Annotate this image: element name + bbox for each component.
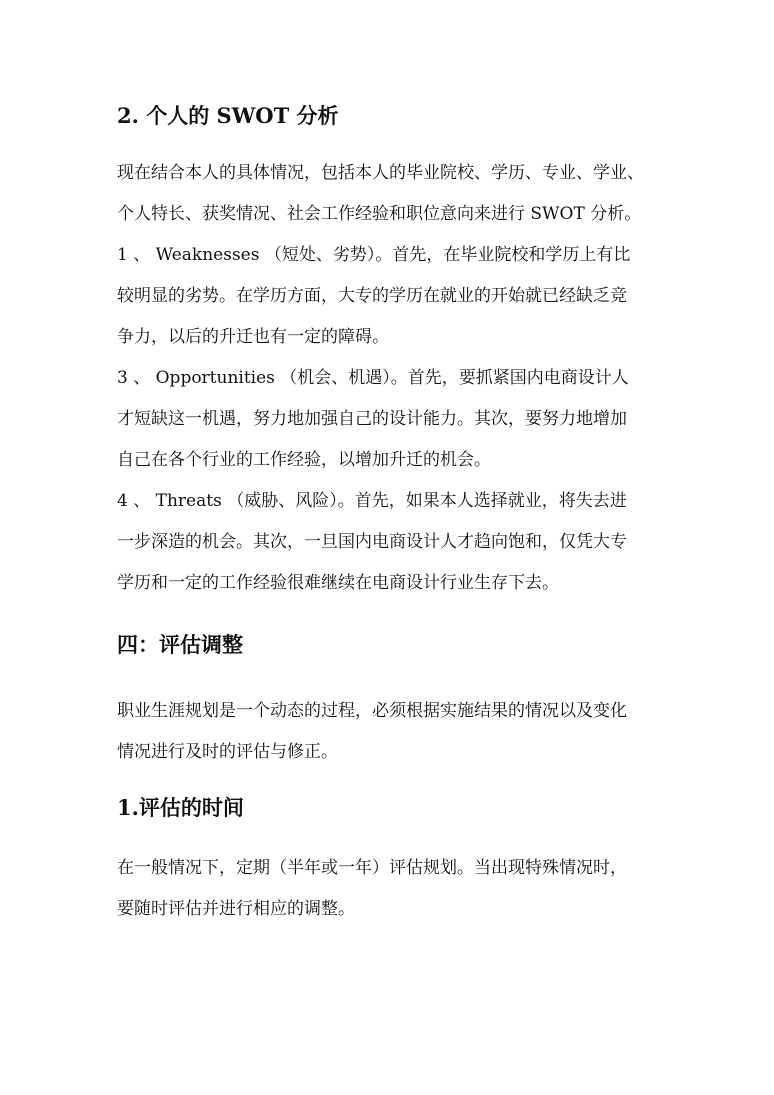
opportunities-line-3: 自己在各个行业的工作经验，以增加升迁的机会。 [117, 450, 491, 470]
threats-line-2: 一步深造的机会。其次，一旦国内电商设计人才趋向饱和，仅凭大专 [117, 532, 627, 552]
opportunities-line-2: 才短缺这一机遇，努力地加强自己的设计能力。其次，要努力地增加 [117, 409, 627, 429]
evaluate-body-line-1: 职业生涯规划是一个动态的过程，必须根据实施结果的情况以及变化 [117, 701, 627, 721]
time-body-line-2: 要随时评估并进行相应的调整。 [117, 899, 355, 919]
time-body-line-1: 在一般情况下，定期（半年或一年）评估规划。当出现特殊情况时， [117, 858, 627, 878]
swot-intro-line-1: 现在结合本人的具体情况，包括本人的毕业院校、学历、专业、学业、 [117, 163, 644, 183]
weakness-line-3: 争力，以后的升迁也有一定的障碍。 [117, 327, 389, 347]
weakness-line-1: 1 、 Weaknesses （短处、劣势）。首先，在毕业院校和学历上有比 [117, 245, 631, 265]
swot-heading: 2. 个人的 SWOT 分析 [117, 103, 339, 128]
threats-line-3: 学历和一定的工作经验很难继续在电商设计行业生存下去。 [117, 573, 559, 593]
evaluate-heading: 四：评估调整 [117, 632, 243, 657]
evaluate-body-line-2: 情况进行及时的评估与修正。 [117, 742, 338, 762]
opportunities-line-1: 3 、 Opportunities （机会、机遇）。首先，要抓紧国内电商设计人 [117, 368, 629, 388]
threats-line-1: 4 、 Threats （威胁、风险）。首先，如果本人选择就业，将失去进 [117, 491, 627, 511]
time-heading: 1.评估的时间 [117, 795, 244, 820]
swot-intro-line-2: 个人特长、获奖情况、社会工作经验和职位意向来进行 SWOT 分析。 [117, 204, 642, 224]
weakness-line-2: 较明显的劣势。在学历方面，大专的学历在就业的开始就已经缺乏竞 [117, 286, 627, 306]
